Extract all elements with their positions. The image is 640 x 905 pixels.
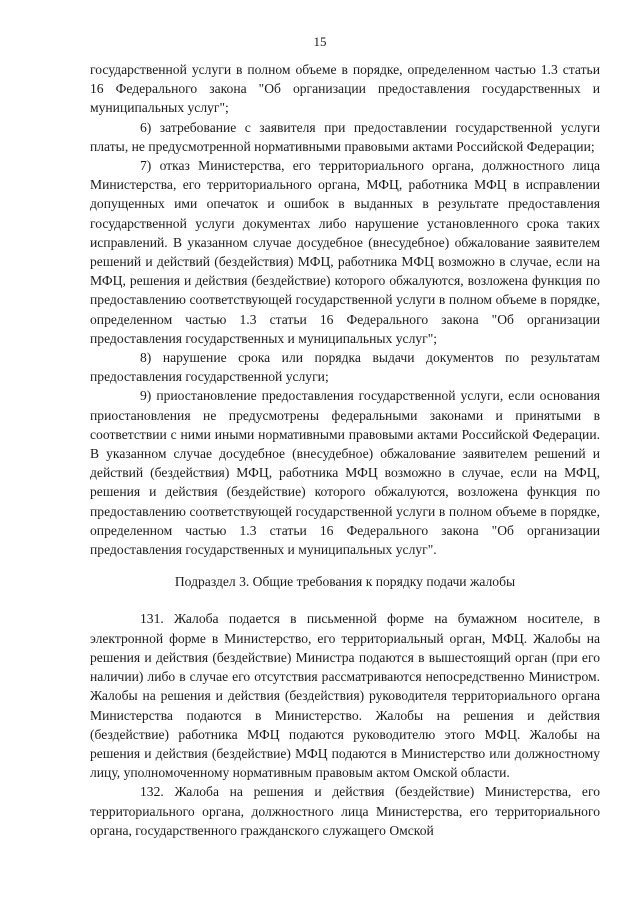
paragraphs-after-heading — [90, 609, 600, 839]
page-number: 15 — [313, 34, 327, 49]
list-item-7: 7) отказ Министерства, его территориального органа, должностного лица Министерства, его территориального органа, МФЦ, работника МФЦ в исправлении допущенных ими опечаток и ошибок в выданных в результате предоставления государственной услуги документах либо нарушение установленного срока таких исправлений. В указанном случае досудебное (внесудебное) обжалование заявителем решений и действий (бездействия) МФЦ, работника МФЦ возможно в случае, если на МФЦ, решения и действия (бездействие) которого обжалуются, возложена функция по предоставлению соответствующей государственной услуги в полном объеме в порядке, определенном частью 1.3 статьи 16 Федерального закона "Об организации предоставления государственных и муниципальных услуг"; — [90, 158, 600, 346]
clause-131: 131. Жалоба подается в письменной форме на бумажном носителе, в электронной форме в Министерство, его территориальный орган, МФЦ. Жалобы на решения и действия (бездействие) Министра подаются в вышестоящий орган (при его наличии) либо в случае его отсутствия рассматриваются непосредственно Министром. Жалобы на решения и действия (бездействия) руководителя территориального органа Министерства подаются в Министерство. Жалобы на решения и действия (бездействие) работника МФЦ подаются руководителю этого МФЦ. Жалобы на решения и действия (бездействие) МФЦ подаются в Министерство или должностному лицу, уполномоченному нормативным правовым актом Омской области. — [90, 611, 600, 781]
section-heading: Подраздел 3. Общие требования к порядку подачи жалобы — [174, 574, 516, 590]
paragraphs-before-heading — [90, 60, 600, 559]
clause-132: 132. Жалоба на решения и действия (бездействие) Министерства, его территориального органа, должностного лица Министерства, его территориального органа, государственного гражданского служащего Омской — [90, 784, 600, 838]
continued-paragraph: государственной услуги в полном объеме в порядке, определенном частью 1.3 статьи 16 Федерального закона "Об организации предоставления государственных и муниципальных услуг"; — [90, 62, 600, 116]
list-item-9: 9) приостановление предоставления государственной услуги, если основания приостановления не предусмотрены федеральными законами и принятыми в соответствии с ними иными нормативными правовыми актами Российской Федерации. В указанном случае досудебное (внесудебное) обжалование заявителем решений и действий (бездействия) МФЦ, работника МФЦ возможно в случае, если на МФЦ, решения и действия (бездействие) которого обжалуются, возложена функция по предоставлению соответствующей государственной услуги в полном объеме в порядке, определенном частью 1.3 статьи 16 Федерального закона "Об организации предоставления государственных и муниципальных услуг". — [90, 388, 600, 558]
document-body — [90, 60, 600, 840]
list-item-8: 8) нарушение срока или порядка выдачи документов по результатам предоставления государственной услуги; — [90, 350, 600, 385]
list-item-6: 6) затребование с заявителя при предоставлении государственной услуги платы, не предусмотренной нормативными правовыми актами Российской Федерации; — [90, 119, 600, 154]
